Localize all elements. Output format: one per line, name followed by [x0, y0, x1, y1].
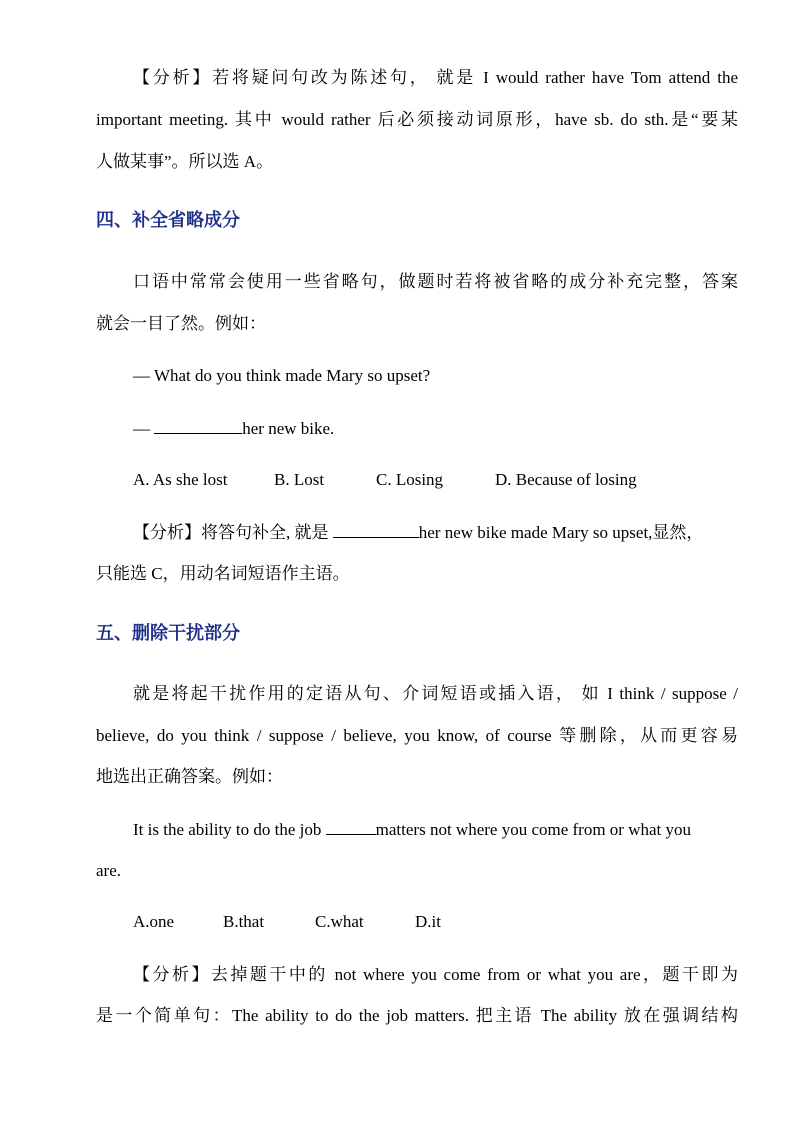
intro-5-line-2: believe, do you think / suppose / believe, you know, of course 等删除，从而更容易 — [96, 726, 738, 745]
analysis-1-line-3: 人做某事”。所以选 A。 — [96, 152, 274, 171]
intro-5-line-1: 就是将起干扰作用的定语从句、介词短语或插入语， 如 I think / suppose / — [133, 684, 738, 703]
question-2-options — [133, 912, 441, 932]
option-c: C.what — [315, 912, 364, 931]
option-b: B. Lost — [274, 470, 325, 489]
analysis-1-line-2: important meeting. 其中 would rather 后必须接动词原形，have sb. do sth.是“要某 — [96, 110, 738, 129]
question-1-line-1: — What do you think made Mary so upset? — [133, 366, 431, 385]
answer-blank — [326, 819, 376, 835]
question-2-line-1: It is the ability to do the job matters not where you come from or what you — [133, 820, 692, 839]
section-heading-4: 四、补全省略成分 — [96, 210, 240, 231]
analysis-1-line-1: 【分析】若将疑问句改为陈述句， 就是 I would rather have Tom attend the — [133, 68, 738, 87]
analysis-2-line-1: 【分析】将答句补全, 就是 her new bike made Mary so upset,显然， — [133, 523, 704, 542]
answer-blank — [154, 418, 242, 434]
question-1-options — [133, 470, 637, 490]
option-d: D. Because of losing — [495, 470, 637, 489]
intro-4-line-1: 口语中常常会使用一些省略句，做题时若将被省略的成分补充完整，答案 — [133, 272, 738, 291]
analysis-3-line-2: 是一个简单句：The ability to do the job matters. 把主语 The ability 放在强调结构 — [96, 1006, 738, 1025]
question-2-line-2: are. — [96, 861, 122, 880]
intro-5-line-3: 地选出正确答案。例如： — [96, 767, 283, 786]
option-a: A. As she lost — [133, 470, 228, 489]
intro-4-line-2: 就会一目了然。例如： — [96, 314, 266, 333]
analysis-3-line-1: 【分析】去掉题干中的 not where you come from or what you are，题干即为 — [133, 965, 738, 984]
question-1-line-2: — her new bike. — [133, 419, 335, 438]
option-b: B.that — [223, 912, 265, 931]
option-d: D.it — [415, 912, 441, 931]
analysis-2-line-2: 只能选 C，用动名词短语作主语。 — [96, 564, 350, 583]
option-c: C. Losing — [376, 470, 444, 489]
option-a: A.one — [133, 912, 175, 931]
section-heading-5: 五、删除干扰部分 — [96, 623, 240, 644]
answer-blank — [333, 522, 419, 538]
